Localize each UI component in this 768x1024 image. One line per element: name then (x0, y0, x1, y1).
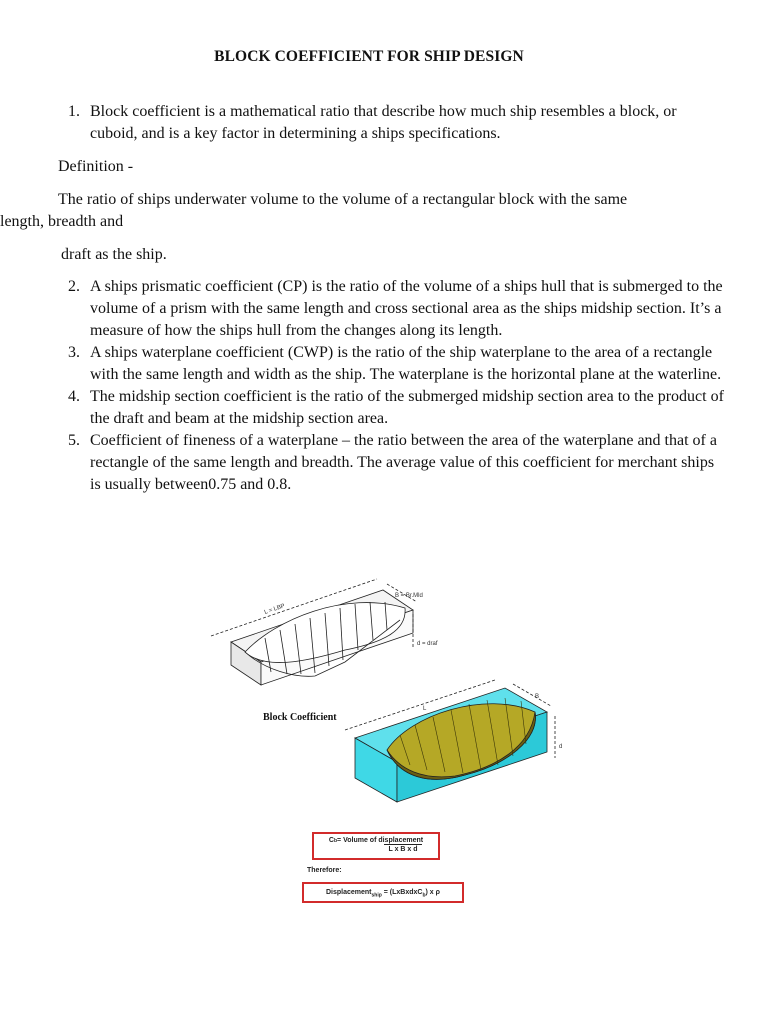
list-item-2 (68, 276, 728, 342)
list-item-5 (68, 430, 728, 496)
formula-lhs: C (328, 837, 334, 844)
therefore-label: Therefore: (307, 867, 342, 874)
list-text: Block coefficient is a mathematical ratio that describe how much ship resembles a block, or cuboid, and is a key factor in determining a ships specifications. (90, 103, 677, 142)
label-b: B (535, 694, 540, 700)
list-text: A ships prismatic coefficient (CP) is the ratio of the volume of a ships hull that is submerged to the volume of a prism with the same length and cross sectional area as the ships midship section. It’s a measure of how the ships hull from the changes along its length. (90, 278, 723, 339)
formula-numerator: = Volume of displacement (337, 837, 424, 844)
formula-lhs-sub: b (333, 837, 338, 844)
definition-line-wrap: length, breadth and (0, 213, 124, 230)
displacement-formula (302, 882, 464, 903)
formula-denominator: L x B x d (384, 844, 422, 854)
label-d: d (559, 744, 563, 750)
label-lbp: L = LBP (263, 603, 286, 616)
list-number: 4. (68, 388, 80, 405)
formula2-text: Displacement (326, 889, 372, 896)
list-item-4 (68, 386, 728, 430)
label-draft: d = draf (417, 641, 438, 647)
formula2-sub2: b (422, 892, 426, 899)
formula2-end: ) x ρ (425, 889, 440, 896)
list-number: 2. (68, 278, 80, 295)
formula2-rest: = (LxBxdxC (381, 889, 423, 896)
numbered-list (68, 276, 728, 496)
label-l: L (423, 706, 427, 712)
list-item-3 (68, 342, 728, 386)
definition-text (0, 189, 738, 233)
definition-heading: Definition - (58, 158, 134, 175)
figure-caption: Block Coefficient (263, 712, 337, 723)
list-item-1 (68, 101, 728, 145)
colored-block (345, 680, 555, 802)
list-text: Coefficient of fineness of a waterplane – the ratio between the area of the waterplane and that of a rectangle of the same length and breadth. The average value of this coefficient for merchant ships is usually between0.75 and 0.8. (90, 432, 717, 493)
list-text: The midship section coefficient is the ratio of the submerged midship section area to the product of the draft and beam at the midship section area. (90, 388, 724, 427)
label-brmld: B = Br.Mld (395, 593, 423, 599)
block-coefficient-figure (195, 570, 615, 810)
block-coefficient-formula (312, 832, 440, 860)
page-title: BLOCK COEFFICIENT FOR SHIP DESIGN (214, 48, 524, 65)
definition-line: The ratio of ships underwater volume to the volume of a rectangular block with the same (58, 191, 628, 208)
definition-line-2: draft as the ship. (61, 246, 167, 263)
formula2-sub: ship (371, 892, 382, 899)
wireframe-block (211, 579, 417, 685)
list-number: 3. (68, 344, 80, 361)
list-number: 5. (68, 432, 80, 449)
list-number: 1. (68, 103, 80, 120)
list-text: A ships waterplane coefficient (CWP) is the ratio of the ship waterplane to the area of a rectangle with the same length and width as the ship. The waterplane is the horizontal plane at the waterline. (90, 344, 722, 383)
